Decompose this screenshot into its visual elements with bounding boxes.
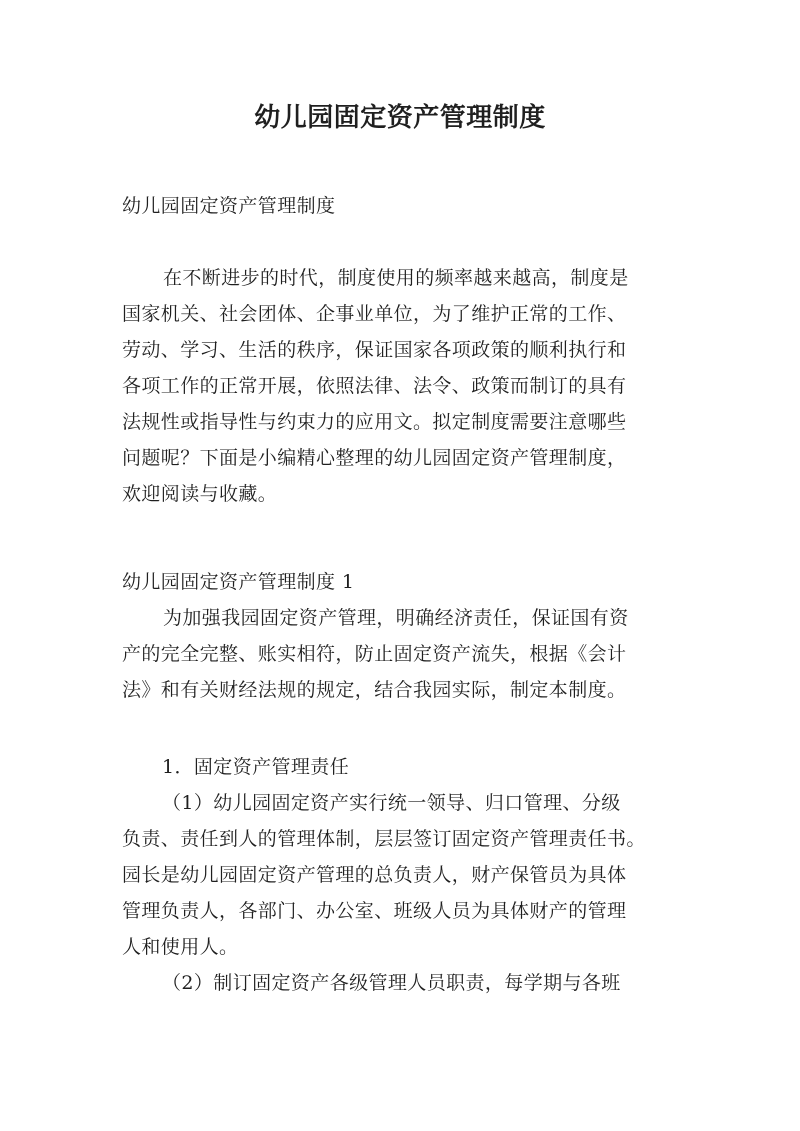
- document-subtitle: 幼儿园固定资产管理制度: [122, 195, 336, 217]
- item-line: 管理负责人，各部门、办公室、班级人员为具体财产的管理: [122, 900, 627, 922]
- intro-line: 国家机关、社会团体、企事业单位，为了维护正常的工作、: [122, 303, 627, 325]
- item-line: 人和使用人。: [122, 936, 239, 958]
- intro-line: 法规性或指导性与约束力的应用文。拟定制度需要注意哪些: [122, 411, 627, 433]
- item-line: （2）制订固定资产各级管理人员职责，每学期与各班: [162, 972, 621, 994]
- section-heading: 幼儿园固定资产管理制度 1: [122, 571, 355, 593]
- section-line: 产的完全完整、账实相符，防止固定资产流失，根据《会计: [122, 643, 627, 665]
- item-line: 园长是幼儿园固定资产管理的总负责人，财产保管员为具体: [122, 864, 627, 886]
- intro-line: 劳动、学习、生活的秩序，保证国家各项政策的顺利执行和: [122, 339, 627, 361]
- section-line: 为加强我园固定资产管理，明确经济责任，保证国有资: [163, 607, 629, 629]
- item-heading: 1．固定资产管理责任: [162, 756, 350, 778]
- intro-line: 在不断进步的时代，制度使用的频率越来越高，制度是: [163, 267, 629, 289]
- intro-line: 欢迎阅读与收藏。: [122, 483, 278, 505]
- document-title: 幼儿园固定资产管理制度: [254, 103, 546, 133]
- section-line: 法》和有关财经法规的规定，结合我园实际，制定本制度。: [122, 679, 627, 701]
- intro-line: 各项工作的正常开展，依照法律、法令、政策而制订的具有: [122, 375, 627, 397]
- intro-line: 问题呢？下面是小编精心整理的幼儿园固定资产管理制度，: [122, 447, 627, 469]
- item-line: 负责、责任到人的管理体制，层层签订固定资产管理责任书。: [122, 828, 646, 850]
- item-line: （1）幼儿园固定资产实行统一领导、归口管理、分级: [162, 792, 621, 814]
